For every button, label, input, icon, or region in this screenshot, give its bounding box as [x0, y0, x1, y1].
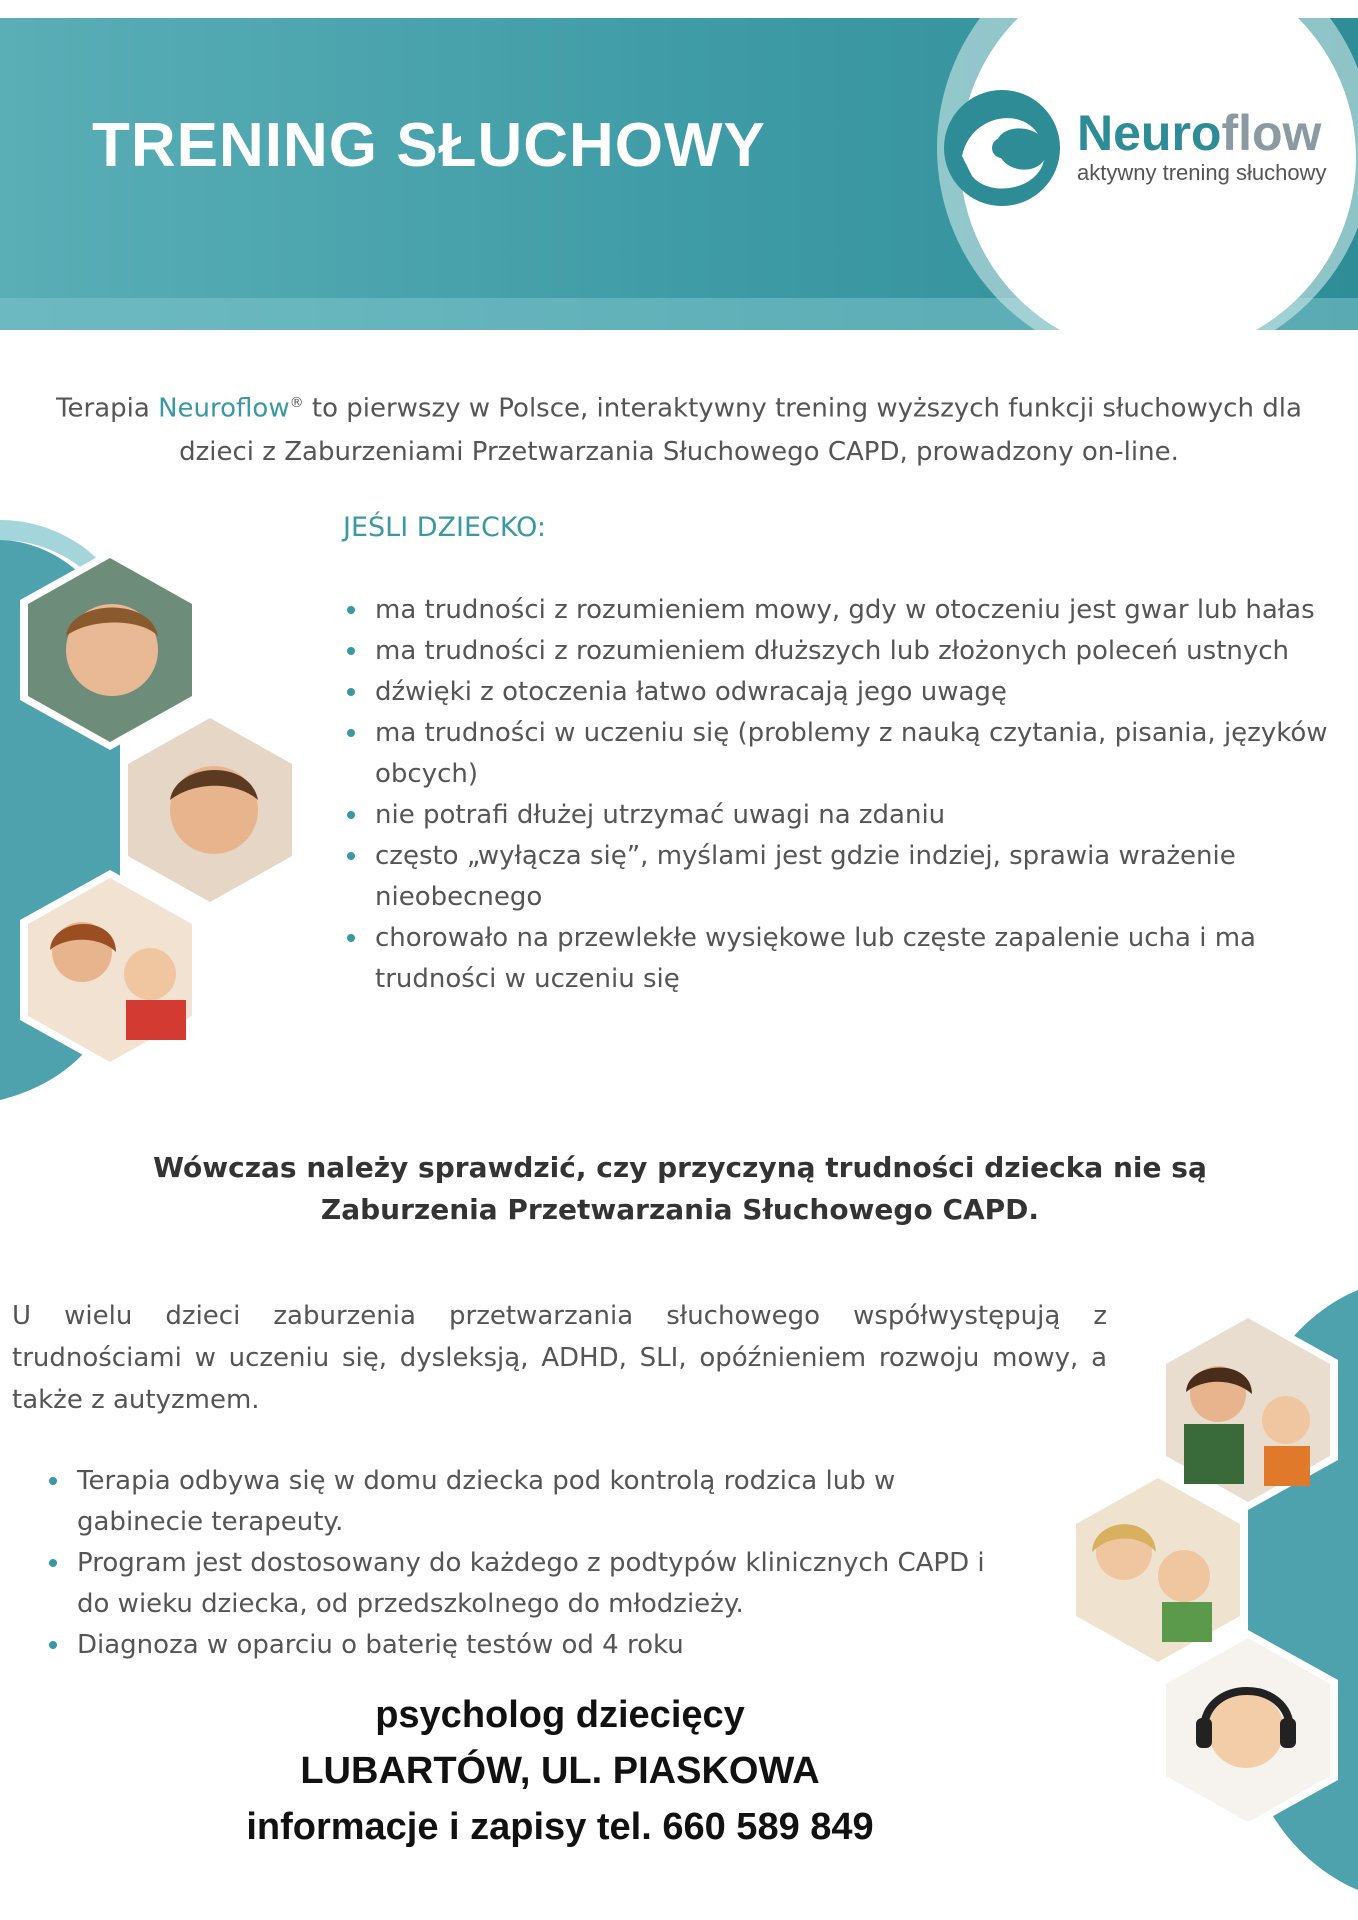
logo-wordmark-neuro: Neuro	[1077, 105, 1222, 161]
neuroflow-logo-icon	[940, 86, 1064, 210]
conditions-list	[343, 590, 1343, 1000]
intro-brand: Neuroflow	[158, 393, 290, 424]
list-item: Diagnoza w oparciu o baterię testów od 4 roku	[45, 1625, 1005, 1666]
logo-wordmark-flow: flow	[1221, 105, 1322, 161]
summary-statement	[40, 1147, 1320, 1231]
logo-wordmark	[1077, 104, 1321, 162]
contact-role: psycholog dziecięcy	[375, 1694, 745, 1736]
list-item: ma trudności z rozumieniem mowy, gdy w otoczeniu jest gwar lub hałas	[343, 590, 1343, 631]
intro-suffix: to pierwszy w Polsce, interaktywny trening wyższych funkcji słuchowych dla dzieci z Zaburzeniami Przetwarzania Słuchowego CAPD, prowadzony on-line.	[179, 393, 1302, 467]
list-item: często „wyłącza się”, myślami jest gdzie indziej, sprawia wrażenie nieobecnego	[343, 836, 1343, 918]
contact-phone: informacje i zapisy tel. 660 589 849	[246, 1806, 874, 1848]
logo-tagline: aktywny trening słuchowy	[1077, 160, 1327, 185]
page-title: TRENING SŁUCHOWY	[92, 111, 766, 180]
list-item: ma trudności w uczeniu się (problemy z nauką czytania, pisania, języków obcych)	[343, 713, 1343, 795]
list-item: ma trudności z rozumieniem dłuższych lub złożonych poleceń ustnych	[343, 631, 1343, 672]
list-item: Terapia odbywa się w domu dziecka pod kontrolą rodzica lub w gabinecie terapeuty.	[45, 1461, 1005, 1543]
comorbidity-paragraph: U wielu dzieci zaburzenia przetwarzania słuchowego współwystępują z trudnościami w uczeniu się, dysleksją, ADHD, SLI, opóźnieniem rozwoju mowy, a także z autyzmem.	[12, 1301, 1107, 1415]
list-item: Program jest dostosowany do każdego z podtypów klinicznych CAPD i do wieku dziecka, od przedszkolnego do młodzieży.	[45, 1543, 1005, 1625]
photo-mother-son-hex	[1068, 1470, 1248, 1670]
intro-paragraph	[20, 382, 1338, 474]
registered-mark: ®	[289, 395, 304, 411]
contact-address: LUBARTÓW, UL. PIASKOWA	[300, 1750, 820, 1792]
list-item: dźwięki z otoczenia łatwo odwracają jego uwagę	[343, 672, 1343, 713]
left-photo-collage	[0, 500, 320, 1120]
therapy-info-list	[45, 1461, 1005, 1666]
list-item: nie potrafi dłużej utrzymać uwagi na zdaniu	[343, 795, 1343, 836]
conditions-heading: JEŚLI DZIECKO:	[343, 512, 547, 543]
right-photo-collage	[1058, 1290, 1358, 1890]
intro-prefix: Terapia	[56, 393, 159, 424]
list-item: chorowało na przewlekłe wysiękowe lub częste zapalenie ucha i ma trudności w uczeniu się	[343, 918, 1343, 1000]
summary-line-2: Zaburzenia Przetwarzania Słuchowego CAPD.	[320, 1193, 1040, 1226]
summary-line-1: Wówczas należy sprawdzić, czy przyczyną trudności dziecka nie są	[153, 1151, 1207, 1184]
photo-girl-hex	[120, 710, 300, 910]
